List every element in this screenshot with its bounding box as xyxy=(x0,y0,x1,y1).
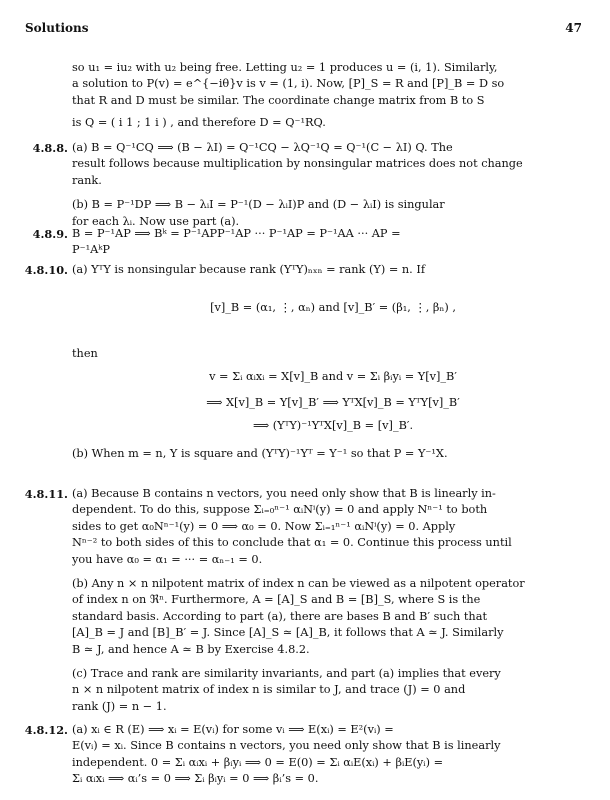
solution-4-8-12 xyxy=(24,722,594,788)
solution-4-8-10-continued xyxy=(72,292,594,462)
equation-display: ⟹ (YᵀY)⁻¹YᵀX[v]_B = [v]_B′. xyxy=(252,418,414,432)
solution-4-8-11 xyxy=(24,486,594,715)
text-line: is Q = ( i 1 ; 1 i ) , and therefore D = Q⁻¹RQ. xyxy=(72,116,326,130)
exercise-number: 4.8.10. xyxy=(24,263,68,277)
text-line: P⁻¹AᵏP xyxy=(72,243,110,257)
text-line: E(vᵢ) = xᵢ. Since B contains n vectors, you need only show that B is linearly xyxy=(72,739,501,753)
text-line: n × n nilpotent matrix of index n is similar to J, and trace (J) = 0 and xyxy=(72,683,466,697)
exercise-number: 4.8.11. xyxy=(24,487,68,501)
solution-4-8-8 xyxy=(32,140,594,230)
text-line: Nⁿ⁻² to both sides of this to conclude that α₁ = 0. Continue this process until xyxy=(72,536,512,550)
text-line: [A]_B = J and [B]_B′ = J. Since [A]_S ≃ [A]_B, it follows that A ≃ J. Similarly xyxy=(72,626,504,640)
text-line: (a) B = Q⁻¹CQ ⟹ (B − λI) = Q⁻¹CQ − λQ⁻¹Q = Q⁻¹(C − λI) Q. The xyxy=(72,141,453,154)
text-line: standard basis. According to part (a), there are bases B and B′ such that xyxy=(72,609,487,623)
exercise-number: 4.8.8. xyxy=(32,141,68,155)
text-line: (b) Any n × n nilpotent matrix of index n can be viewed as a nilpotent operator xyxy=(72,577,525,591)
page-number: 47 xyxy=(565,21,582,35)
solution-4-8-9 xyxy=(32,226,594,259)
text-line: (a) xᵢ ∈ R (E) ⟹ xᵢ = E(vᵢ) for some vᵢ ⟹ E(xᵢ) = E²(vᵢ) = xyxy=(72,723,394,736)
text-line: rank. xyxy=(72,173,102,187)
text-line: then xyxy=(72,347,98,361)
text-line: sides to get α₀Nⁿ⁻¹(y) = 0 ⟹ α₀ = 0. Now Σᵢ₌₁ⁿ⁻¹ αᵢNⁱ(y) = 0. Apply xyxy=(72,519,456,533)
text-line: (b) B = P⁻¹DP ⟹ B − λᵢI = P⁻¹(D − λᵢI)P and (D − λᵢI) is singular xyxy=(72,198,445,212)
text-line: B ≃ J, and hence A ≃ B by Exercise 4.8.2. xyxy=(72,642,310,656)
text-line: for each λᵢ. Now use part (a). xyxy=(72,214,240,228)
text-line: (a) YᵀY is nonsingular because rank (YᵀY)ₙₓₙ = rank (Y) = n. If xyxy=(72,263,426,276)
equation-display: ⟹ X[v]_B = Y[v]_B′ ⟹ YᵀX[v]_B = YᵀY[v]_B′ xyxy=(206,396,460,410)
text-line: you have α₀ = α₁ = ··· = αₙ₋₁ = 0. xyxy=(72,552,263,566)
text-line: dependent. To do this, suppose Σᵢ₌₀ⁿ⁻¹ αᵢNⁱ(y) = 0 and apply Nⁿ⁻¹ to both xyxy=(72,503,488,517)
text-line: result follows because multiplication by nonsingular matrices does not change xyxy=(72,157,523,171)
exercise-number: 4.8.9. xyxy=(32,227,68,241)
text-line: that R and D must be similar. The coordinate change matrix from B to S xyxy=(72,93,485,107)
exercise-number: 4.8.12. xyxy=(24,723,68,737)
text-line: (c) Trace and rank are similarity invariants, and part (a) implies that every xyxy=(72,667,501,681)
text-line: (a) Because B contains n vectors, you need only show that B is linearly in- xyxy=(72,487,496,500)
coordinate-vectors-display: [v]_B = (α₁, ⋮, αₙ) and [v]_B′ = (β₁, ⋮, βₙ) , xyxy=(210,301,456,314)
text-line: a solution to P(v) = e^{−iθ}v is v = (1, i). Now, [P]_S = R and [P]_B = D so xyxy=(72,77,505,91)
solution-continuation xyxy=(72,60,594,132)
text-line: of index n on ℜⁿ. Furthermore, A = [A]_S and B = [B]_S, where S is the xyxy=(72,593,481,607)
text-line: (b) When m = n, Y is square and (YᵀY)⁻¹Yᵀ = Y⁻¹ so that P = Y⁻¹X. xyxy=(72,447,448,461)
running-header-title: Solutions xyxy=(25,21,89,35)
text-line: B = P⁻¹AP ⟹ Bᵏ = P⁻¹APP⁻¹AP ··· P⁻¹AP = P⁻¹AA ··· AP = xyxy=(72,227,401,240)
text-line: Σᵢ αᵢxᵢ ⟹ αᵢ’s = 0 ⟹ Σᵢ βᵢyᵢ = 0 ⟹ βᵢ’s = 0. xyxy=(72,772,319,786)
text-line: independent. 0 = Σᵢ αᵢxᵢ + βᵢyᵢ ⟹ 0 = E(0) = Σᵢ αᵢE(xᵢ) + βᵢE(yᵢ) = xyxy=(72,755,444,769)
text-line: rank (J) = n − 1. xyxy=(72,699,167,713)
equation-display: v = Σᵢ αᵢxᵢ = X[v]_B and v = Σᵢ βᵢyᵢ = Y[v]_B′ xyxy=(209,369,457,383)
text-line: so u₁ = iu₂ with u₂ being free. Letting u₂ = 1 produces u = (i, 1). Similarly, xyxy=(72,61,498,74)
solution-4-8-10 xyxy=(24,262,594,278)
